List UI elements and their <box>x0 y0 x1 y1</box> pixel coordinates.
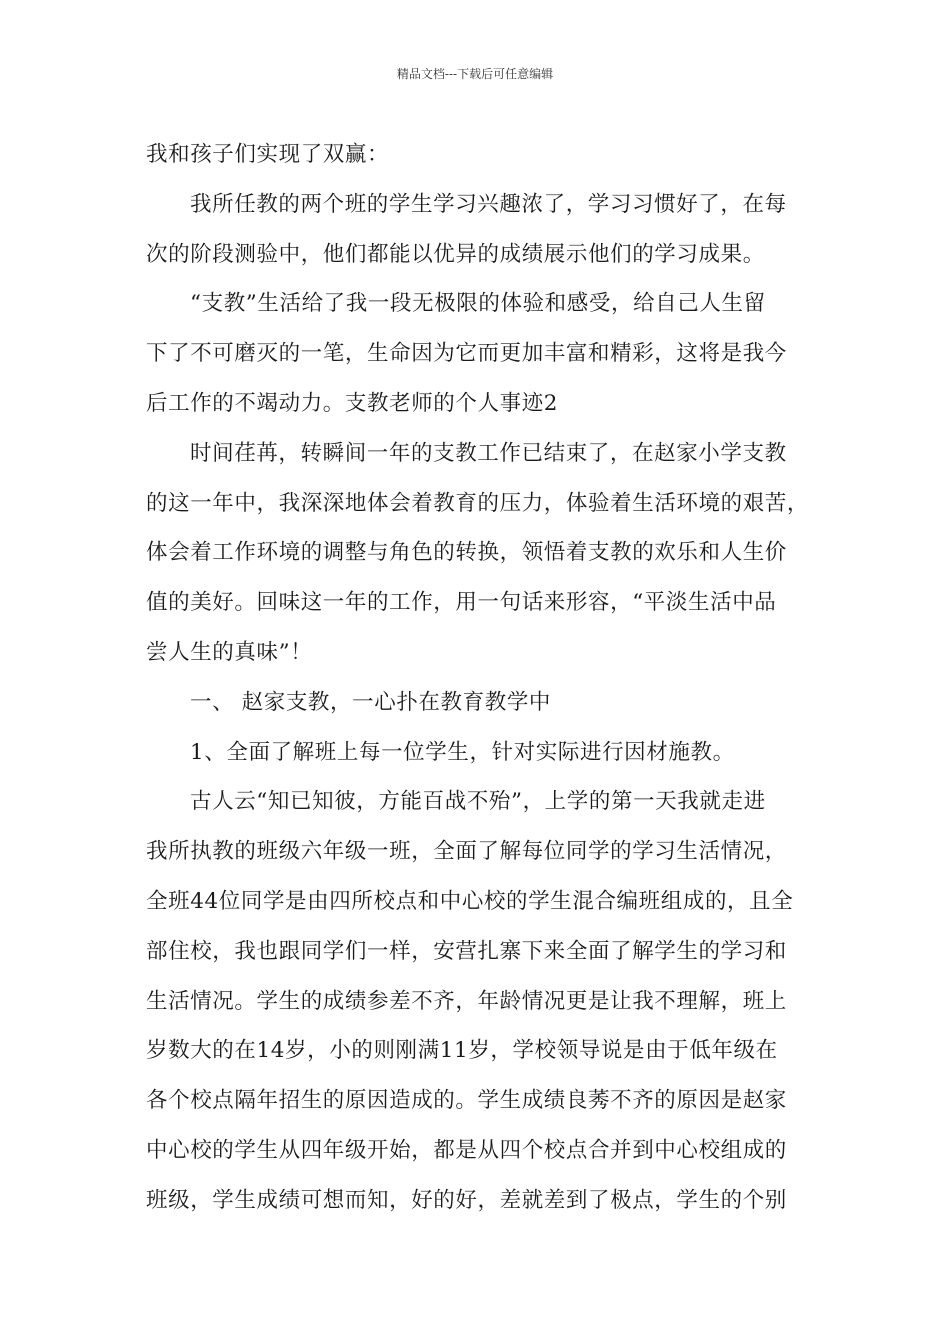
text-line: 我和孩子们实现了双赢： <box>146 142 390 167</box>
subsection-heading: 1、全面了解班上每一位学生，针对实际进行因材施教。 <box>190 739 735 765</box>
text-line: 岁数大的在14岁，小的则刚满11岁，学校领导说是由于低年级在 <box>146 1038 778 1064</box>
text-line: 下了不可磨灭的一笔，生命因为它而更加丰富和精彩，这将是我今 <box>146 341 787 367</box>
text-line: 班级，学生成绩可想而知，好的好，差就差到了极点，学生的个别 <box>146 1187 787 1213</box>
text-line: 生活情况。学生的成绩参差不齐，年龄情况更是让我不理解，班上 <box>146 988 787 1014</box>
text-line: 中心校的学生从四年级开始，都是从四个校点合并到中心校组成的 <box>146 1137 787 1163</box>
text-line: 的这一年中，我深深地体会着教育的压力，体验着生活环境的艰苦， <box>146 490 810 516</box>
text-line: “支教”生活给了我一段无极限的体验和感受，给自己人生留 <box>190 291 766 317</box>
text-line: 值的美好。回味这一年的工作，用一句话来形容，“平淡生活中品 <box>146 590 777 616</box>
text-line: 各个校点隔年招生的原因造成的。学生成绩良莠不齐的原因是赵家 <box>146 1088 787 1114</box>
text-line: 古人云“知已知彼，方能百战不殆”，上学的第一天我就走进 <box>190 789 766 815</box>
section-heading: 一、 赵家支教，一心扑在教育教学中 <box>190 689 552 715</box>
text-line: 尝人生的真味”！ <box>146 639 313 665</box>
text-line: 时间荏苒，转瞬间一年的支教工作已结束了，在赵家小学支教 <box>190 440 787 466</box>
document-body <box>146 130 830 1226</box>
text-line: 后工作的不竭动力。支教老师的个人事迹2 <box>146 390 559 416</box>
page-header: 精品文档---下载后可任意编辑 <box>396 67 554 81</box>
text-line: 我所任教的两个班的学生学习兴趣浓了，学习习惯好了，在每 <box>190 191 787 217</box>
text-line: 全班44位同学是由四所校点和中心校的学生混合编班组成的，且全 <box>146 888 794 914</box>
text-line: 部住校，我也跟同学们一样，安营扎寨下来全面了解学生的学习和 <box>146 938 787 964</box>
text-line: 次的阶段测验中，他们都能以优异的成绩展示他们的学习成果。 <box>146 241 765 267</box>
text-line: 体会着工作环境的调整与角色的转换，领悟着支教的欢乐和人生价 <box>146 540 787 566</box>
text-line: 我所执教的班级六年级一班，全面了解每位同学的学习生活情况， <box>146 839 787 865</box>
